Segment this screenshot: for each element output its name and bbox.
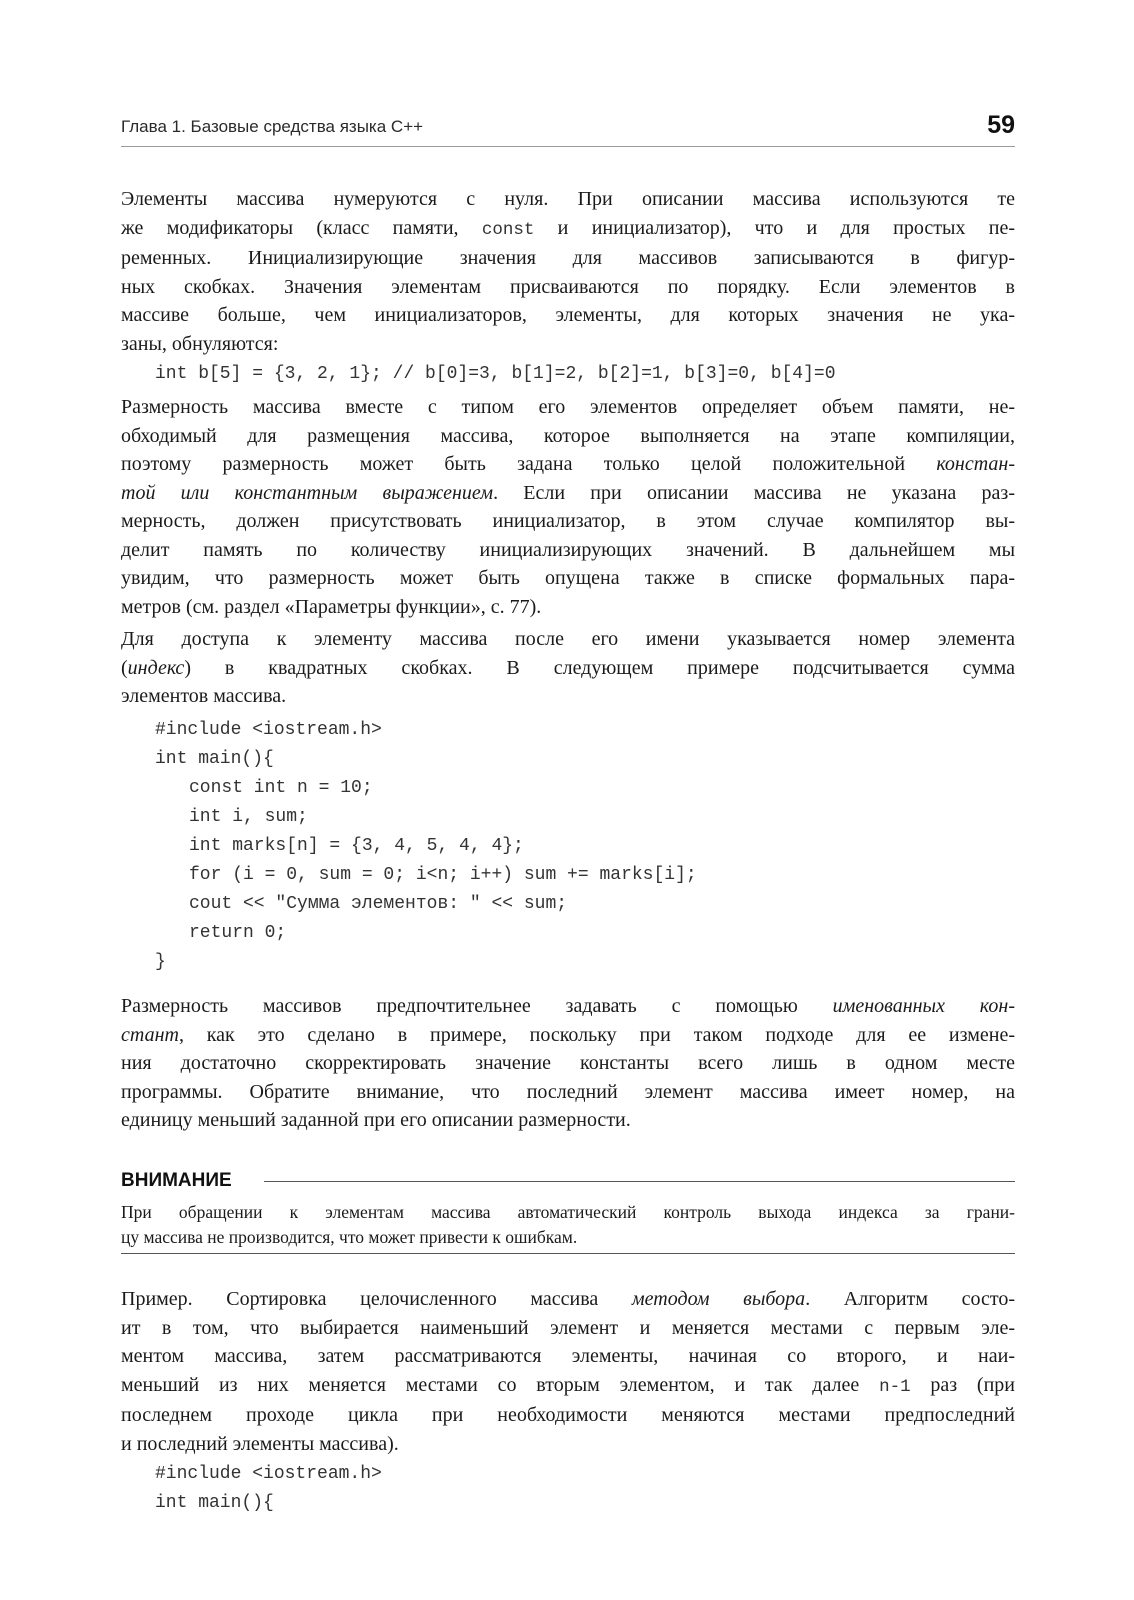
- text-line: увидим, что размерность может быть опущена также в списке формальных пара-: [121, 567, 1015, 589]
- text-fragment: раз (при: [910, 1373, 1015, 1396]
- text-fragment: . Если при описании массива не указана раз-: [493, 481, 1015, 504]
- warning-label: ВНИМАНИЕ: [121, 1170, 240, 1192]
- chapter-title: Глава 1. Базовые средства языка C++: [121, 117, 424, 136]
- running-header: [121, 108, 1015, 147]
- emphasis: методом выбора: [631, 1288, 806, 1310]
- text-line: мерность, должен присутствовать инициализатор, в этом случае компилятор вы-: [121, 510, 1015, 532]
- code-line: int i, sum;: [189, 807, 308, 827]
- warning-header: [121, 1170, 1015, 1196]
- inline-code: n-1: [879, 1376, 911, 1397]
- text-fragment: ) в квадратных скобках. В следующем примере подсчитывается сумма: [184, 656, 1015, 679]
- text-line: последнем проходе цикла при необходимости меняются местами предпоследний: [121, 1404, 1015, 1426]
- text-fragment: , как это сделано в примере, поскольку при таком подходе для ее измене-: [178, 1023, 1015, 1046]
- code-line: const int n = 10;: [189, 778, 373, 798]
- text-fragment: (: [121, 656, 128, 679]
- paragraph-array-indexing: [121, 185, 1015, 358]
- emphasis: той или константным выражением: [121, 481, 494, 504]
- text-line: Элементы массива нумеруются с нуля. При описании массива используются те: [121, 188, 1015, 210]
- text-fragment: Размерность массивов предпочтительнее задавать с помощью: [121, 995, 833, 1017]
- code-line: return 0;: [189, 923, 287, 943]
- text-line: Для доступа к элементу массива после его имени указывается номер элемента: [121, 628, 1015, 650]
- text-line: массиве больше, чем инициализаторов, элементы, для которых значения не ука-: [121, 304, 1015, 326]
- text-line: ментом массива, затем рассматриваются элементы, начиная со второго, и наи-: [121, 1345, 1015, 1367]
- code-line: cout << "Сумма элементов: " << sum;: [189, 894, 568, 914]
- text-line: программы. Обратите внимание, что последний элемент массива имеет номер, на: [121, 1080, 1015, 1103]
- text-line: обходимый для размещения массива, которое выполняется на этапе компиляции,: [121, 424, 1015, 447]
- code-line: }: [155, 952, 166, 972]
- text-fragment: . Алгоритм состо-: [805, 1288, 1015, 1310]
- emphasis: именованных кон-: [832, 995, 1015, 1017]
- text-line: Размерность массива вместе с типом его элементов определяет объем памяти, не-: [121, 396, 1015, 418]
- text-line: делит память по количеству инициализирующих значений. В дальнейшем мы: [121, 538, 1015, 561]
- text-fragment: меньший из них меняется местами со вторым элементом, и так далее: [121, 1373, 880, 1396]
- code-example-initializer: int b[5] = {3, 2, 1}; // b[0]=3, b[1]=2, b[2]=1, b[3]=0, b[4]=0: [155, 364, 836, 384]
- text-fragment: же модификаторы (класс памяти,: [121, 216, 482, 239]
- inline-code: const: [481, 219, 535, 240]
- text-line: [121, 450, 1015, 479]
- text-line: [121, 1021, 1015, 1050]
- code-line: for (i = 0, sum = 0; i<n; i++) sum += marks[i];: [189, 865, 697, 885]
- warning-text: [121, 1200, 1015, 1250]
- paragraph-selection-sort: [121, 1285, 1015, 1458]
- code-line: int marks[n] = {3, 4, 5, 4, 4};: [189, 836, 524, 856]
- text-fragment: Пример. Сортировка целочисленного массива: [121, 1288, 632, 1310]
- text-fragment: и инициализатор), что и для простых пе-: [534, 216, 1015, 239]
- text-line: [121, 1285, 1015, 1314]
- emphasis: констан-: [936, 453, 1015, 475]
- code-line: int main(){: [155, 749, 274, 769]
- text-line: При обращении к элементам массива автоматический контроль выхода индекса за грани-: [121, 1202, 1015, 1222]
- text-line: ременных. Инициализирующие значения для массивов записываются в фигур-: [121, 247, 1015, 269]
- text-line: [121, 214, 1015, 245]
- code-line: #include <iostream.h>: [155, 720, 382, 740]
- text-line: ных скобках. Значения элементам присваиваются по порядку. Если элементов в: [121, 275, 1015, 298]
- text-line: метров (см. раздел «Параметры функции», с. 77).: [121, 595, 542, 618]
- paragraph-named-constants: [121, 992, 1015, 1135]
- page-number: 59: [987, 111, 1015, 139]
- text-line: [121, 654, 1015, 683]
- text-line: элементов массива.: [121, 685, 287, 707]
- paragraph-array-size: [121, 393, 1015, 621]
- warning-bottom-rule: [121, 1253, 1015, 1254]
- text-line: ния достаточно скорректировать значение константы всего лишь в одном месте: [121, 1052, 1015, 1074]
- emphasis: стант: [121, 1023, 179, 1046]
- warning-rule: [264, 1181, 1015, 1182]
- text-line: [121, 479, 1015, 508]
- text-fragment: поэтому размерность может быть задана только целой положительной: [121, 453, 937, 475]
- text-line: [121, 1371, 1015, 1402]
- text-line: и последний элементы массива).: [121, 1432, 399, 1455]
- text-line: [121, 992, 1015, 1021]
- text-line: заны, обнуляются:: [121, 332, 279, 355]
- text-line: ит в том, что выбирается наименьший элемент и меняется местами с первым эле-: [121, 1316, 1015, 1339]
- text-line: цу массива не производится, что может привести к ошибкам.: [121, 1227, 578, 1247]
- emphasis: индекс: [127, 656, 185, 679]
- paragraph-element-access: [121, 625, 1015, 711]
- code-line: int main(){: [155, 1493, 274, 1513]
- code-line: #include <iostream.h>: [155, 1464, 382, 1484]
- text-line: единицу меньший заданной при его описании размерности.: [121, 1109, 631, 1131]
